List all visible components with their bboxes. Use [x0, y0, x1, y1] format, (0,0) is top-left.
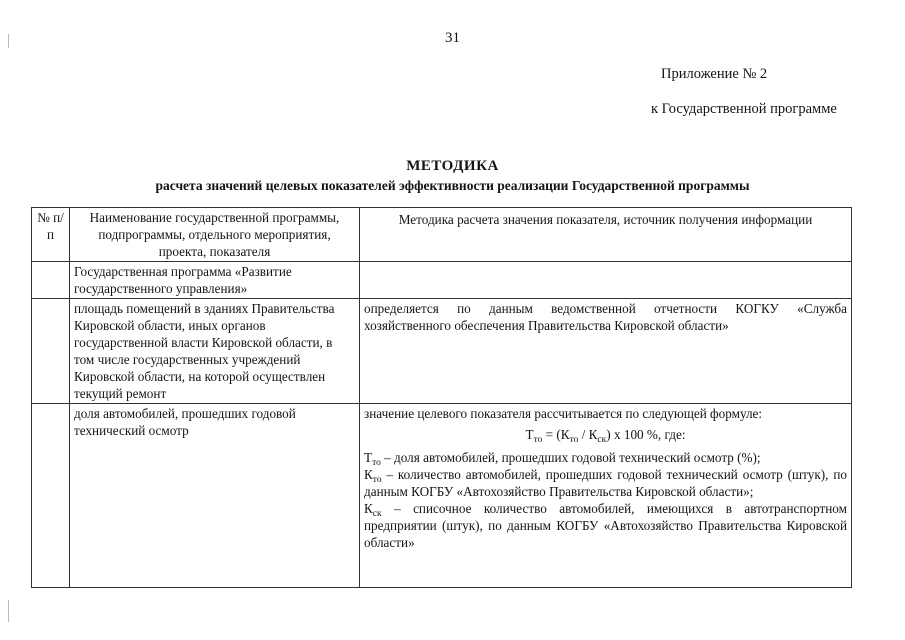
- row-num: [32, 404, 70, 588]
- scan-edge-mark: [8, 600, 9, 622]
- appendix-label: Приложение № 2: [661, 66, 768, 82]
- table-row: [32, 299, 852, 404]
- row-name: Государственная программа «Развитие государственного управления»: [70, 262, 360, 299]
- definition-t-to: $Т_{то}$ – доля автомобилей, прошедших годовой технический осмотр (%);: [364, 450, 761, 468]
- row-name: площадь помещений в зданиях Правительства Кировской области, иных органов государственной власти Кировской области, в том числе государственных учреждений Кировской области, на которой осуществлен текущий ремонт: [70, 299, 360, 404]
- row-num: [32, 299, 70, 404]
- row-name: доля автомобилей, прошедших годовой технический осмотр: [70, 404, 360, 588]
- row-num: [32, 262, 70, 299]
- header-num: № п/п: [32, 208, 70, 262]
- document-title: МЕТОДИКА: [406, 158, 499, 174]
- header-name: Наименование государственной программы, подпрограммы, отдельного мероприятия, проекта, показателя: [70, 208, 360, 262]
- table-row: [32, 404, 852, 588]
- row-method: определяется по данным ведомственной отчетности КОГКУ «Служба хозяйственного обеспечения Правительства Кировской области»: [360, 299, 852, 404]
- table-header-row: [32, 208, 852, 262]
- table-row: [32, 262, 852, 299]
- methodology-table: [31, 207, 852, 588]
- row-method: [360, 404, 852, 588]
- program-reference: к Государственной программе: [651, 101, 837, 117]
- method-intro: значение целевого показателя рассчитывается по следующей формуле:: [364, 406, 763, 421]
- page-number: 31: [445, 30, 460, 46]
- definition-k-sk: $К_{ск}$ – списочное количество автомобилей, имеющихся в автотранспортном предприятии (штук), по данным КОГБУ «Автохозяйство Правительства Кировской области»: [364, 501, 847, 550]
- formula: $Т_{то} = (К_{то} / К_{ск})$ х 100 %, где:: [525, 427, 686, 445]
- definition-k-to: $К_{то}$ – количество автомобилей, прошедших годовой технический осмотр (штук), по данным КОГБУ «Автохозяйство Правительства Кировской области»;: [364, 467, 847, 499]
- header-method: Методика расчета значения показателя, источник получения информации: [360, 208, 852, 262]
- document-subtitle: расчета значений целевых показателей эффективности реализации Государственной программы: [155, 178, 750, 193]
- row-method: [360, 262, 852, 299]
